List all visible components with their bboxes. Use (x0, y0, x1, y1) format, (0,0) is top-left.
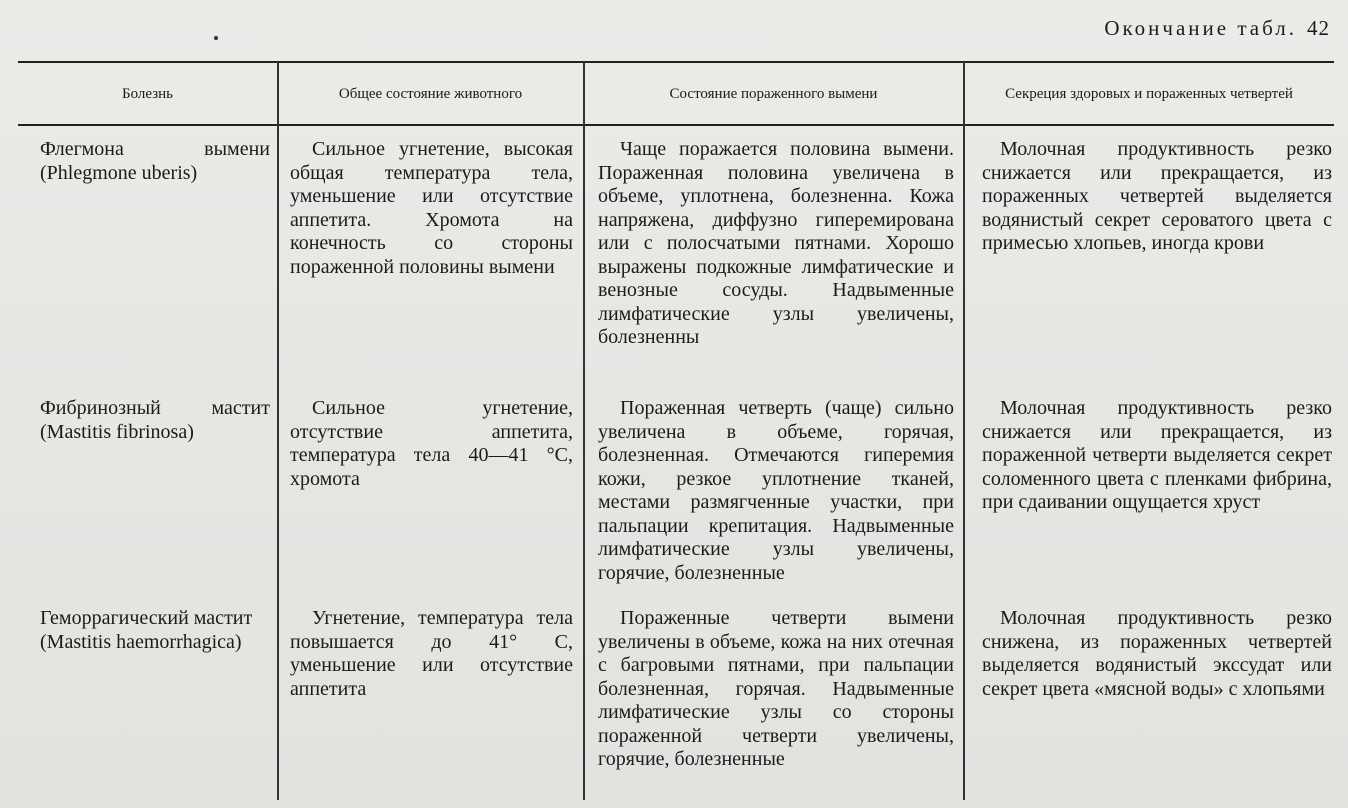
disease-name: Геморрагический мастит (40, 607, 253, 629)
disease-latin: (Mastitis fibrinosa) (40, 420, 194, 443)
ink-speck (214, 36, 218, 40)
general-state-cell: Угнетение, температура тела повышается до 41° С, уменьшение или отсутствие аппетита (290, 607, 573, 700)
udder-state-cell: Пораженные четверти вымени увеличены в объеме, кожа на них отечная с багровыми пятнами, при пальпации болезненная, горячая. Надвыменные лимфатические узлы со стороны пораженной четверти увеличены, горячие, болезненные (598, 607, 954, 770)
table-row-disease (40, 397, 270, 444)
column-divider (583, 62, 585, 800)
column-divider (277, 62, 279, 800)
udder-state-cell: Чаще поражается половина вымени. Пораженная половина увеличена в объеме, уплотнена, болезненна. Кожа напряжена, диффузно гиперемирована или с полосчатыми пятнами. Хорошо выражены подкожные лимфатические и венозные сосуды. Надвыменные лимфатические узлы увеличены, болезненны (598, 138, 954, 348)
running-head (1104, 16, 1330, 41)
table-row-disease (40, 607, 270, 654)
disease-name: Флегмона вымени (40, 138, 270, 160)
disease-name: Фибринозный мастит (40, 397, 270, 419)
table-top-rule (18, 61, 1334, 63)
disease-latin: (Phlegmone uberis) (40, 161, 198, 184)
header-general-state: Общее состояние животного (338, 85, 523, 102)
general-state-cell: Сильное угнетение, отсутствие аппетита, температура тела 40—41 °С, хромота (290, 397, 573, 490)
disease-latin: (Mastitis haemorrhagica) (40, 630, 242, 653)
table-header-rule (18, 124, 1334, 126)
udder-state-cell: Пораженная четверть (чаще) сильно увеличена в объеме, горячая, болезненная. Отмечаются гиперемия кожи, резкое уплотнение тканей, местами размягченные участки, при пальпации крепитация. Надвыменные лимфатические узлы увеличены, горячие, болезненные (598, 397, 954, 584)
running-head-label: Окончание табл. (1104, 16, 1297, 40)
table-number: 42 (1307, 16, 1330, 40)
general-state-cell: Сильное угнетение, высокая общая температура тела, уменьшение или отсутствие аппетита. Хромота на конечность со стороны пораженной половины вымени (290, 138, 573, 278)
secretion-cell: Молочная продуктивность резко снижается или прекращается, из пораженных четвертей выделяется водянистый секрет сероватого цвета с примесью хлопьев, иногда крови (982, 138, 1332, 254)
header-udder-state: Состояние пораженного вымени (669, 85, 878, 102)
secretion-cell: Молочная продуктивность резко снижена, из пораженных четвертей выделяется водянистый экссудат или секрет цвета «мясной воды» с хлопьями (982, 607, 1332, 700)
secretion-cell: Молочная продуктивность резко снижается или прекращается, из пораженной четверти выделяется секрет соломенного цвета с пленками фибрина, при сдаивании ощущается хруст (982, 397, 1332, 513)
header-secretion: Секреция здоровых и пораженных четвертей (1005, 85, 1293, 102)
header-disease: Болезнь (121, 85, 174, 102)
column-divider (963, 62, 965, 800)
table-row-disease (40, 138, 270, 185)
